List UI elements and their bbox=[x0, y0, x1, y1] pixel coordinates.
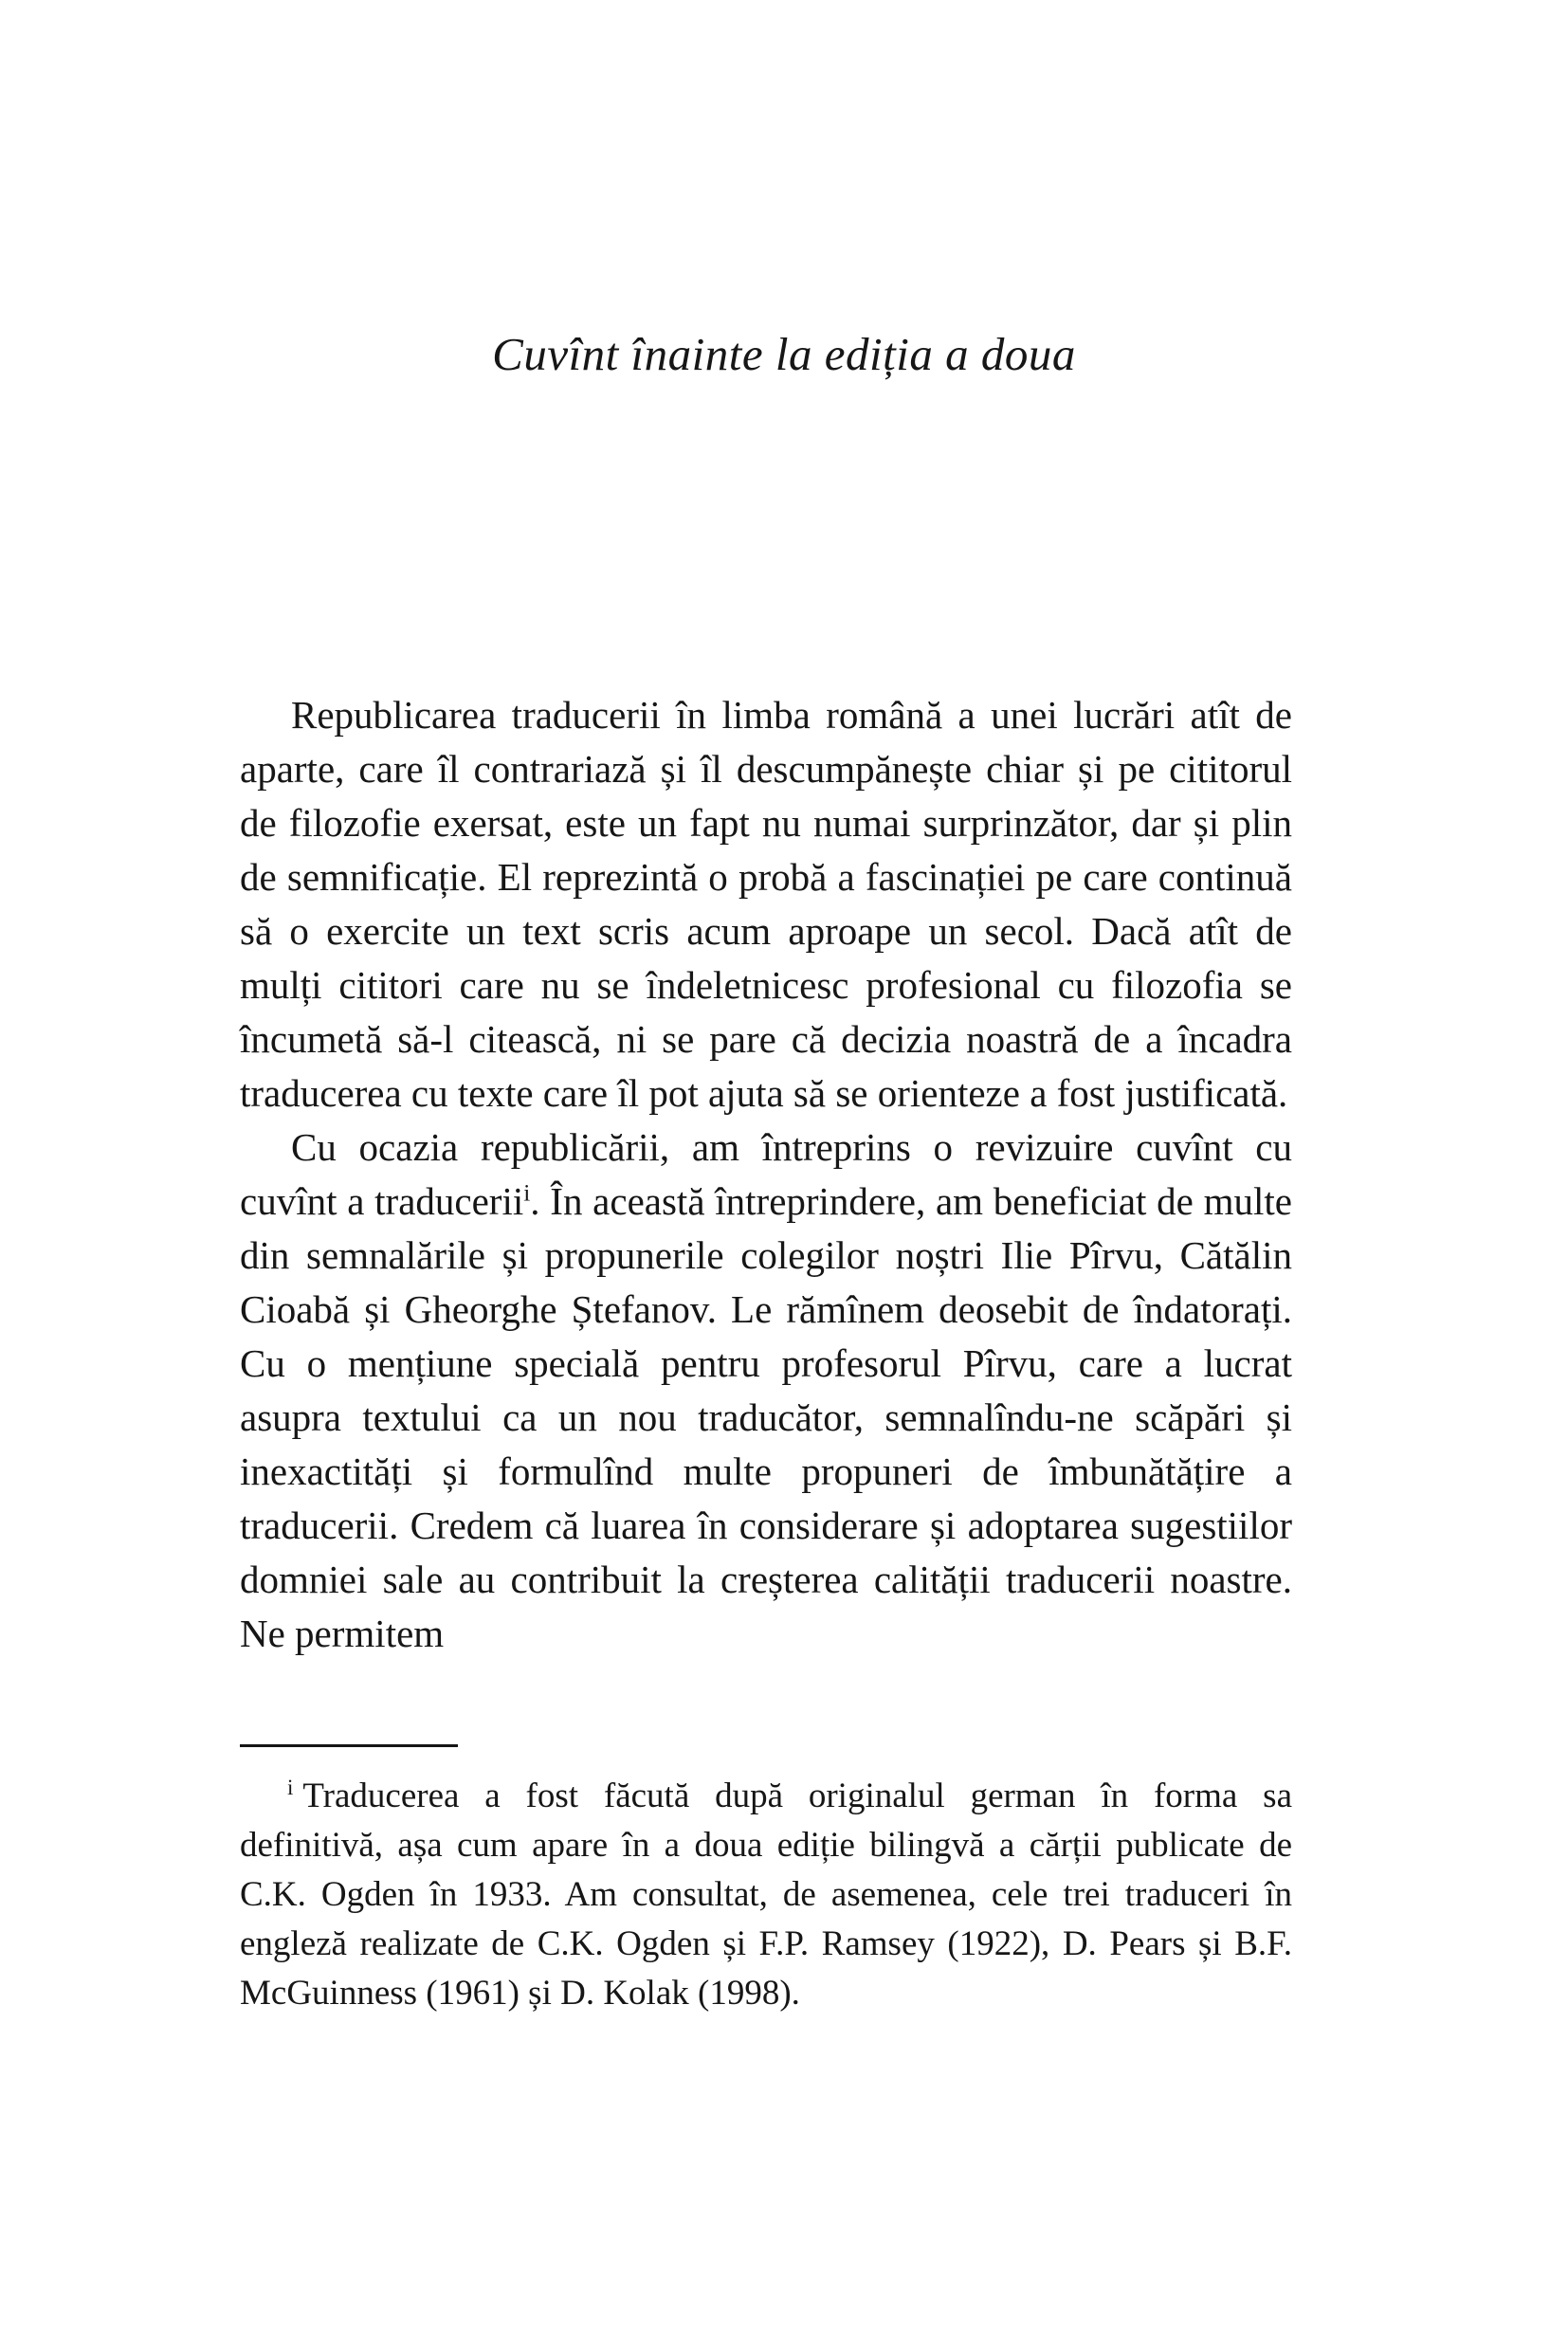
footnote-divider bbox=[240, 1744, 458, 1747]
paragraph-2 bbox=[240, 1121, 1292, 1661]
body-text bbox=[240, 688, 1292, 1661]
paragraph-2-text-before-note: Cu ocazia republicării, am întreprins o revizuire cuvînt cu cuvînt a traducerii bbox=[240, 1125, 1292, 1223]
footnote-reference-marker: i bbox=[523, 1179, 531, 1207]
footnote bbox=[240, 1772, 1292, 2018]
footnote-marker: i bbox=[287, 1775, 294, 1799]
paragraph-1: Republicarea traducerii în limba română a unei lucrări atît de aparte, care îl contrariază și îl descumpănește chiar și pe cititorul de filozofie exersat, este un fapt nu numai surprinzător, dar și plin de semnificație. El reprezintă o probă a fascinației pe care continuă să o exercite un text scris acum aproape un secol. Dacă atît de mulți cititori care nu se îndeletnicesc profesional cu filozofia se încumetă să-l citească, ni se pare că decizia noastră de a încadra traducerea cu texte care îl pot ajuta să se orienteze a fost justificată. bbox=[240, 693, 1292, 1115]
footnote-section bbox=[240, 1744, 1292, 2018]
footnote-text: Traducerea a fost făcută după originalul german în forma sa definitivă, așa cum apare în a doua ediție bilingvă a cărții publicate de C.K. Ogden în 1933. Am consultat, de asemenea, cele trei traduceri în engleză realizate de C.K. Ogden și F.P. Ramsey (1922), D. Pears și B.F. McGuinness (1961) și D. Kolak (1998). bbox=[240, 1777, 1292, 2013]
paragraph-2-text-after-note: . În această întreprindere, am beneficiat de multe din semnalările și propunerile colegilor noștri Ilie Pîrvu, Cătălin Cioabă și Gheorghe Ștefanov. Le rămînem deosebit de îndatorați. Cu o mențiune specială pentru profesorul Pîrvu, care a lucrat asupra textului ca un nou traducător, semnalîndu-ne scăpări și inexactități și formulînd multe propuneri de îmbunătățire a traducerii. Credem că luarea în considerare și adoptarea sugestiilor domniei sale au contribuit la creșterea calității traducerii noastre. Ne permitem bbox=[240, 1179, 1292, 1655]
page-title: Cuvînt înainte la ediția a doua bbox=[492, 327, 1076, 380]
